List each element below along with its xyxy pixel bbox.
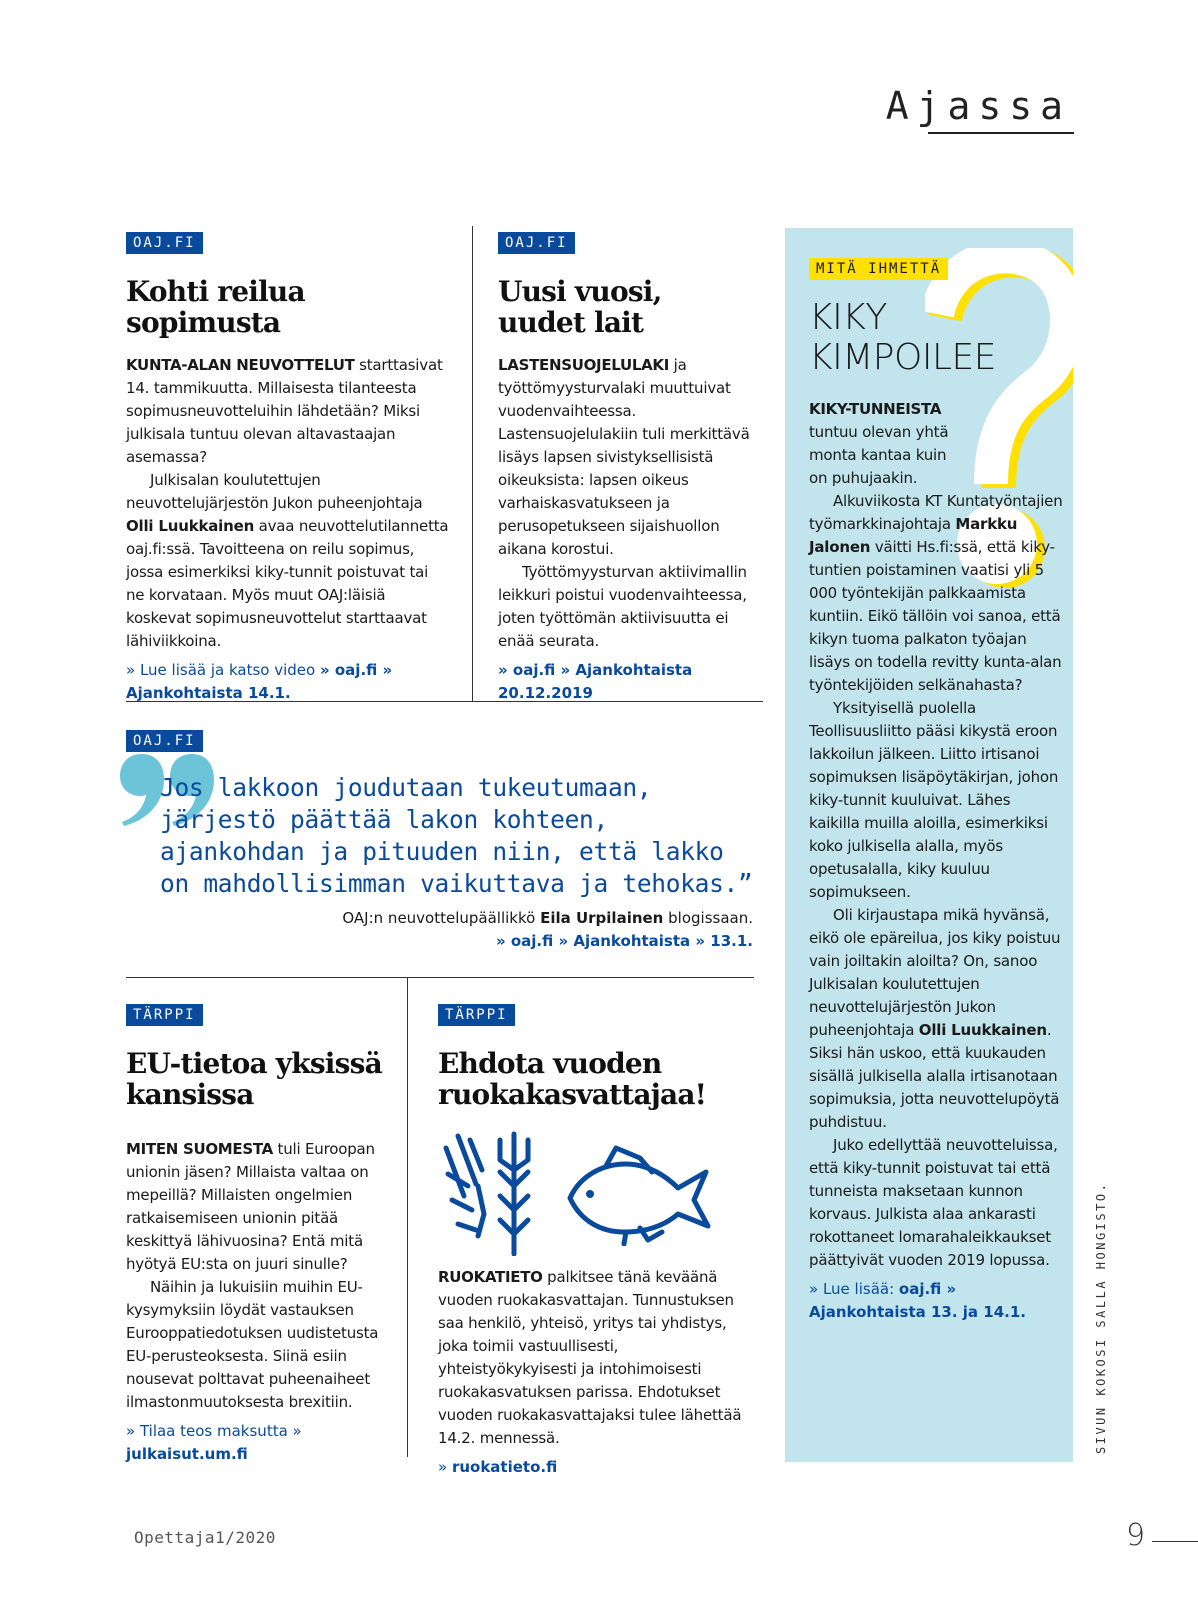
lead-in: RUOKATIETO [438,1268,543,1286]
link-text: » Lue lisää ja katso video [126,661,320,679]
paragraph-text: starttasivat 14. tammikuutta. Millaisesta tilanteesta sopimusneuvotteluihin lähdetään? Miksi julkisala tuntuu olevan altavastaajan asemassa? [126,356,443,466]
article-title [126,276,451,338]
issue-label: Opettaja1/2020 [134,1528,276,1547]
lead-in: MITEN SUOMESTA [126,1140,273,1158]
sidebar-title [809,298,1064,378]
article-body [498,354,768,653]
read-more-link[interactable] [126,659,451,705]
section-title: Ajassa [885,84,1071,128]
title-line: KIKY [809,297,887,338]
lead-in: LASTENSUOJELULAKI [498,356,670,374]
paragraph-text: tuntuu olevan yhtä monta kantaa kuin on puhujaakin. [809,423,949,487]
sidebar-content [809,258,1064,1324]
title-line: Kohti reilua [126,275,305,308]
category-tag: MITÄ IHMETTÄ [809,258,948,280]
illustration [438,1126,758,1256]
article-title [126,1048,391,1110]
quote-attribution [200,907,753,953]
paragraph-text: Julkisalan koulutettujen neuvottelujärjestön Jukon puheenjohtaja [126,471,423,512]
paragraph-text: . Siksi hän uskoo, että kuukauden sisällä julkisella alalla irtisanotaan sopimuksia, jotta neuvottelupöytä puhdistuu. [809,1021,1060,1131]
category-tag: OAJ.FI [126,730,203,752]
column-divider [407,977,408,1457]
fish-icon [566,1136,716,1246]
paragraph-text: Alkuviikosta KT Kuntatyöntajien työmarkkinajohtaja [809,492,1063,533]
page-credit: SIVUN KOKOSI SALLA HONGISTO. [1094,1181,1108,1454]
article-eu-tietoa [126,1004,391,1466]
article-body [126,1138,391,1414]
paragraph-text: Yksityisellä puolella Teollisuusliitto pääsi kikystä eroon lakkoilun jälkeen. Liitto irtisanoi sopimuksen lisäpöytäkirjan, johon kiky-tunnit kuuluivat. Lähes kaikilla muilla aloilla, esimerkiksi koko julkisella alalla, myös opetusalalla, kiky kuuluu sopimukseen. [809,699,1059,901]
quote-section [126,730,203,752]
page-number-rule [1152,1541,1198,1542]
read-more-link[interactable] [200,930,753,953]
row-divider [126,977,754,978]
title-line: sopimusta [126,306,281,339]
title-line: KIMPOILEE [809,337,996,378]
paragraph-text: Juko edellyttää neuvotteluissa, että kiky-tunnit poistuvat tai että tunneista maksetaan kunnon korvaus. Julkista alaa ankarasti rokottaneet lomarahaleikkaukset päättyivät vuoden 2019 lopussa. [809,1136,1058,1269]
read-more-link[interactable] [438,1456,758,1479]
title-line: ruokakasvattajaa! [438,1078,707,1111]
column-divider [472,226,473,702]
wheat-icon [438,1126,558,1256]
link-text: » oaj.fi » Ajankohtaista » 13.1. [495,932,753,950]
article-ruokakasvattaja [438,1004,758,1479]
link-text: » Lue lisää: [809,1280,899,1298]
paragraph-text: väitti Hs.fi:ssä, että kiky-tuntien poistaminen vaatisi yli 5 000 työntekijän palkkaamista kuntiin. Eikö tällöin voi sanoa, että kikyn tuoma palkaton työajan lisäys on todella revitty kunta-alan työntekijöiden selkänahasta? [809,538,1062,694]
paragraph-text: ja työttömyysturvalaki muuttuivat vuodenvaihteessa. Lastensuojelulakiin tuli merkittävä lisäys lapsen sivistyksellisistä oikeuksista: lapsen oikeus varhaiskasvatukseen ja perusopetukseen sijaishuollon aikana korostui. [498,356,750,558]
read-more-link[interactable] [809,1278,1064,1324]
page-number: 9 [1126,1518,1146,1553]
paragraph-text: palkitsee tänä keväänä vuoden ruokakasvattajan. Tunnustuksen saa henkilö, yhteisö, yritys tai yhdistys, joka toimii vastuullisesti, yhteistyökykyisesti ja intohimoisesti ruokakasvatuksen parissa. Ehdotukset vuoden ruokakasvattajaksi tulee lähettää 14.2. mennessä. [438,1268,742,1447]
title-line: Ehdota vuoden [438,1047,662,1080]
read-more-link[interactable] [126,1420,391,1466]
article-kohti-reilua-sopimusta [126,232,451,705]
link-text: » oaj.fi » Ajankohtaista 14.1. [126,661,393,702]
sidebar-kiky-kimpoilee [785,228,1073,1462]
title-line: uudet lait [498,306,644,339]
category-tag: TÄRPPI [126,1004,203,1026]
paragraph-text: Oli kirjaustapa mikä hyvänsä, eikö ole epäreilua, jos kiky poistuu vain joiltakin aloilta? On, sanoo Julkisalan koulutettujen neuvottelujärjestön Jukon puheenjohtaja [809,906,1061,1039]
paragraph-text: Työttömyysturvan aktiivimallin leikkuri poistui vuodenvaihteessa, joten työttömän aktiivisuutta ei enää seurata. [498,563,747,650]
link-text: » [438,1458,452,1476]
pull-quote: Jos lakkoon joudutaan tukeutumaan, järjestö päättää lakon kohteen, ajankohdan ja pituuden niin, että lakko on mahdollisimman vaikuttava ja tehokas.” [160,773,753,898]
person-name: Markku Jalonen [809,515,1018,556]
person-name: Olli Luukkainen [126,517,255,535]
attribution-text: blogissaan. [663,909,753,927]
article-title [438,1048,758,1110]
attribution-text: OAJ:n neuvottelupäällikkö [342,909,541,927]
person-name: Eila Urpilainen [540,909,664,927]
lead-in: KUNTA-ALAN NEUVOTTELUT [126,356,355,374]
link-text: oaj.fi » Ajankohtaista 13. ja 14.1. [809,1280,1026,1321]
link-text: ruokatieto.fi [451,1458,558,1476]
title-line: kansissa [126,1078,254,1111]
category-tag: TÄRPPI [438,1004,515,1026]
sidebar-body [809,398,1064,1272]
link-text: » oaj.fi » Ajankohtaista 20.12.2019 [498,661,693,702]
article-body [438,1266,758,1450]
article-body [126,354,451,653]
section-title-rule [928,132,1074,134]
paragraph-text: tuli Euroopan unionin jäsen? Millaista valtaa on mepeillä? Millaisten ongelmien ratkaisemiseen unionin pitää keskittyä lähivuosina? Entä mitä hyötyä EU:sta on juuri sinulle? [126,1140,375,1273]
article-uusi-vuosi [498,232,768,705]
paragraph-text: avaa neuvottelutilannetta oaj.fi:ssä. Tavoitteena on reilu sopimus, jossa esimerkiksi kiky-tunnit poistuvat tai ne korvataan. Myös muut OAJ:läisiä koskevat sopimusneuvottelut starttaavat lähiviikkoina. [126,517,449,650]
link-text: julkaisut.um.fi [126,1445,248,1463]
article-title [498,276,768,338]
link-text: » Tilaa teos maksutta » [126,1422,302,1440]
title-line: EU-tietoa yksissä [126,1047,382,1080]
category-tag: OAJ.FI [498,232,575,254]
read-more-link[interactable] [498,659,768,705]
lead-in: KIKY-TUNNEISTA [809,400,942,418]
title-line: Uusi vuosi, [498,275,662,308]
paragraph-text: Näihin ja lukuisiin muihin EU-kysymyksiin löydät vastauksen Eurooppatiedotuksen uudistetusta EU-perusteoksesta. Siinä esiin nousevat polttavat puheenaiheet ilmastonmuutoksesta brexitiin. [126,1278,379,1411]
category-tag: OAJ.FI [126,232,203,254]
person-name: Olli Luukkainen [918,1021,1047,1039]
